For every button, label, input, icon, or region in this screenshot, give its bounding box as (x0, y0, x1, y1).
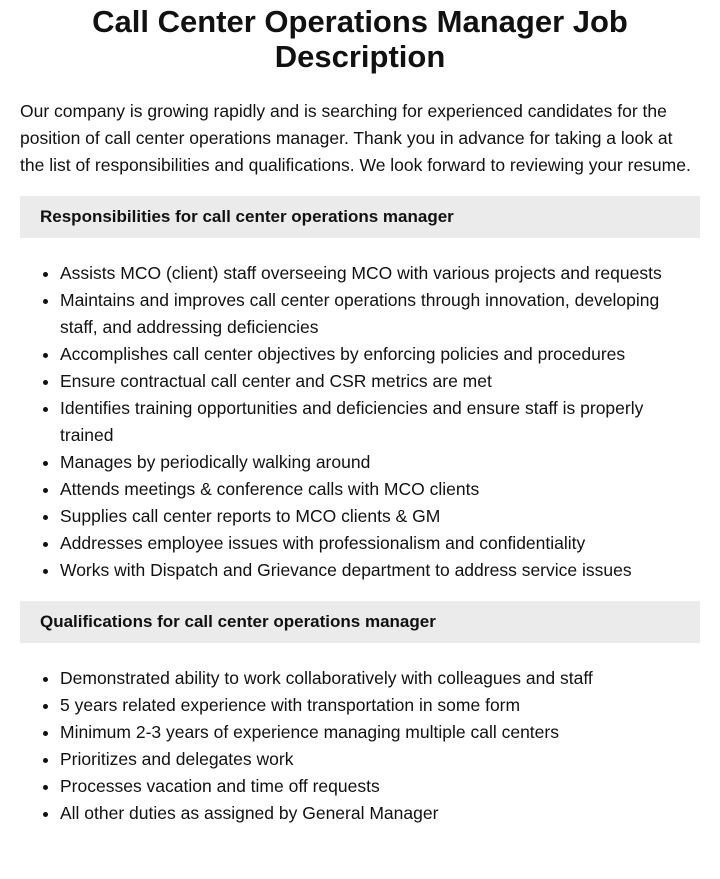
list-item: • Works with Dispatch and Grievance department to address service issues (60, 557, 700, 584)
list-item: • Addresses employee issues with professionalism and confidentiality (60, 530, 700, 557)
page-title: Call Center Operations Manager Job Description (92, 4, 628, 74)
list-item: • Identifies training opportunities and deficiencies and ensure staff is properly trained (60, 395, 700, 449)
list-item: • Maintains and improves call center operations through innovation, developing staff, and addressing deficiencies (60, 287, 700, 341)
list-item: • Supplies call center reports to MCO clients & GM (60, 503, 700, 530)
qualifications-heading: Qualifications for call center operations manager (20, 601, 700, 643)
list-item: • Assists MCO (client) staff overseeing MCO with various projects and requests (60, 260, 700, 287)
list-item: • Manages by periodically walking around (60, 449, 700, 476)
list-item: • 5 years related experience with transportation in some form (60, 692, 700, 719)
list-item: • Ensure contractual call center and CSR metrics are met (60, 368, 700, 395)
list-item: • Prioritizes and delegates work (60, 746, 700, 773)
list-item: • Minimum 2-3 years of experience managing multiple call centers (60, 719, 700, 746)
qualifications-list (20, 665, 700, 827)
responsibilities-list (20, 260, 700, 584)
list-item: • Processes vacation and time off requests (60, 773, 700, 800)
list-item: • Attends meetings & conference calls with MCO clients (60, 476, 700, 503)
list-item: • Demonstrated ability to work collaboratively with colleagues and staff (60, 665, 700, 692)
intro-text: Our company is growing rapidly and is searching for experienced candidates for the position of call center operations manager. Thank you in advance for taking a look at the list of responsibilities and qualifications. We look forward to reviewing your resume. (20, 101, 691, 175)
list-item: • Accomplishes call center objectives by enforcing policies and procedures (60, 341, 700, 368)
responsibilities-heading: Responsibilities for call center operations manager (20, 196, 700, 238)
list-item: • All other duties as assigned by General Manager (60, 800, 700, 827)
